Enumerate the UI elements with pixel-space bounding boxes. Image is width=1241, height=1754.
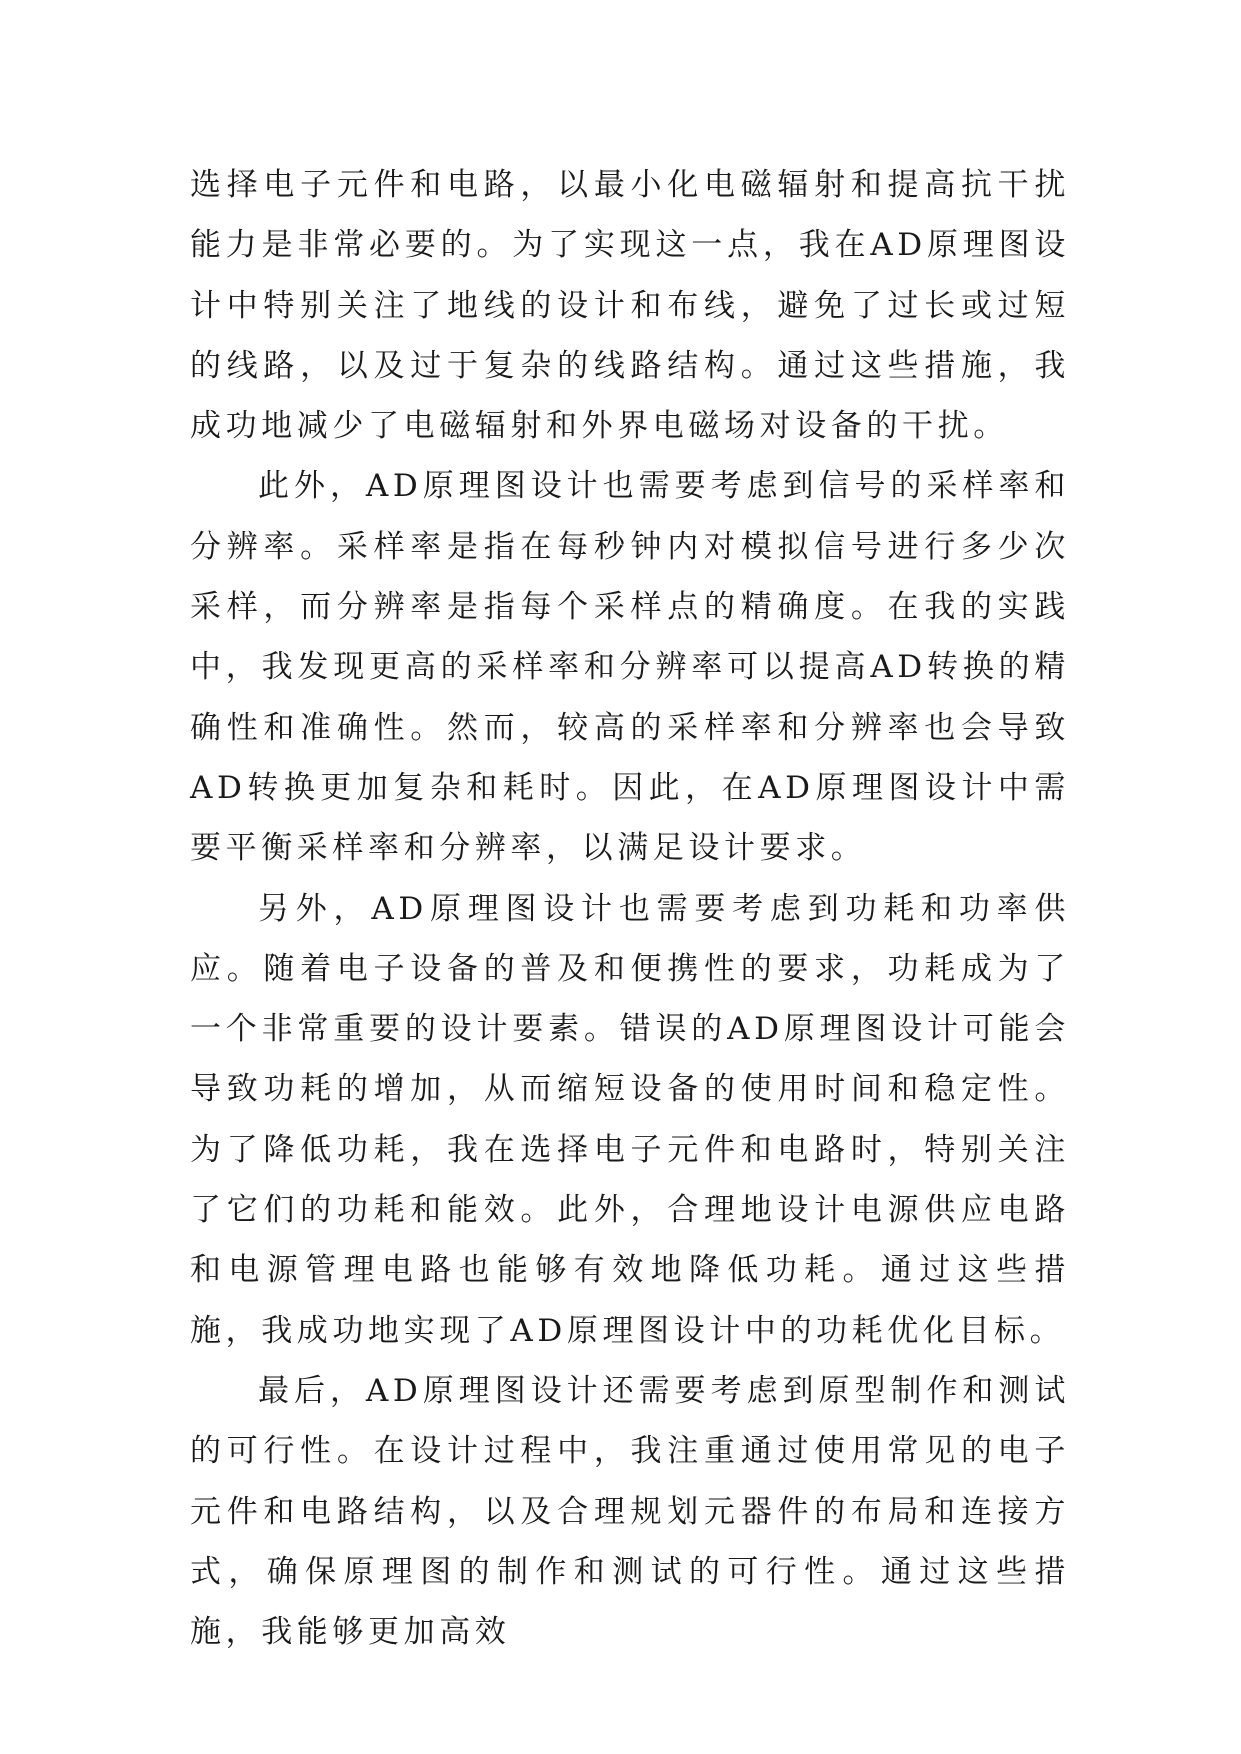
paragraph-prototype-testing: 最后，AD原理图设计还需要考虑到原型制作和测试的可行性。在设计过程中，我注重通过使用常见的电子元件和电路结构，以及合理规划元器件的布局和连接方式，确保原理图的制作和测试的可行性。通过这些措施，我能够更加高效 (190, 1372, 1070, 1651)
paragraph-sampling-rate: 此外，AD原理图设计也需要考虑到信号的采样率和分辨率。采样率是指在每秒钟内对模拟信号进行多少次采样，而分辨率是指每个采样点的精确度。在我的实践中，我发现更高的采样率和分辨率可以提高AD转换的精确性和准确性。然而，较高的采样率和分辨率也会导致AD转换更加复杂和耗时。因此，在AD原理图设计中需要平衡采样率和分辨率，以满足设计要求。 (190, 468, 1070, 867)
paragraph-power-consumption: 另外，AD原理图设计也需要考虑到功耗和功率供应。随着电子设备的普及和便携性的要求，功耗成为了一个非常重要的设计要素。错误的AD原理图设计可能会导致功耗的增加，从而缩短设备的使用时间和稳定性。为了降低功耗，我在选择电子元件和电路时，特别关注了它们的功耗和能效。此外，合理地设计电源供应电路和电源管理电路也能够有效地降低功耗。通过这些措施，我成功地实现了AD原理图设计中的功耗优化目标。 (190, 890, 1070, 1349)
body-text (190, 155, 1070, 1662)
paragraph-emc: 选择电子元件和电路，以最小化电磁辐射和提高抗干扰能力是非常必要的。为了实现这一点，我在AD原理图设计中特别关注了地线的设计和布线，避免了过长或过短的线路，以及过于复杂的线路结构。通过这些措施，我成功地减少了电磁辐射和外界电磁场对设备的干扰。 (190, 167, 1070, 445)
